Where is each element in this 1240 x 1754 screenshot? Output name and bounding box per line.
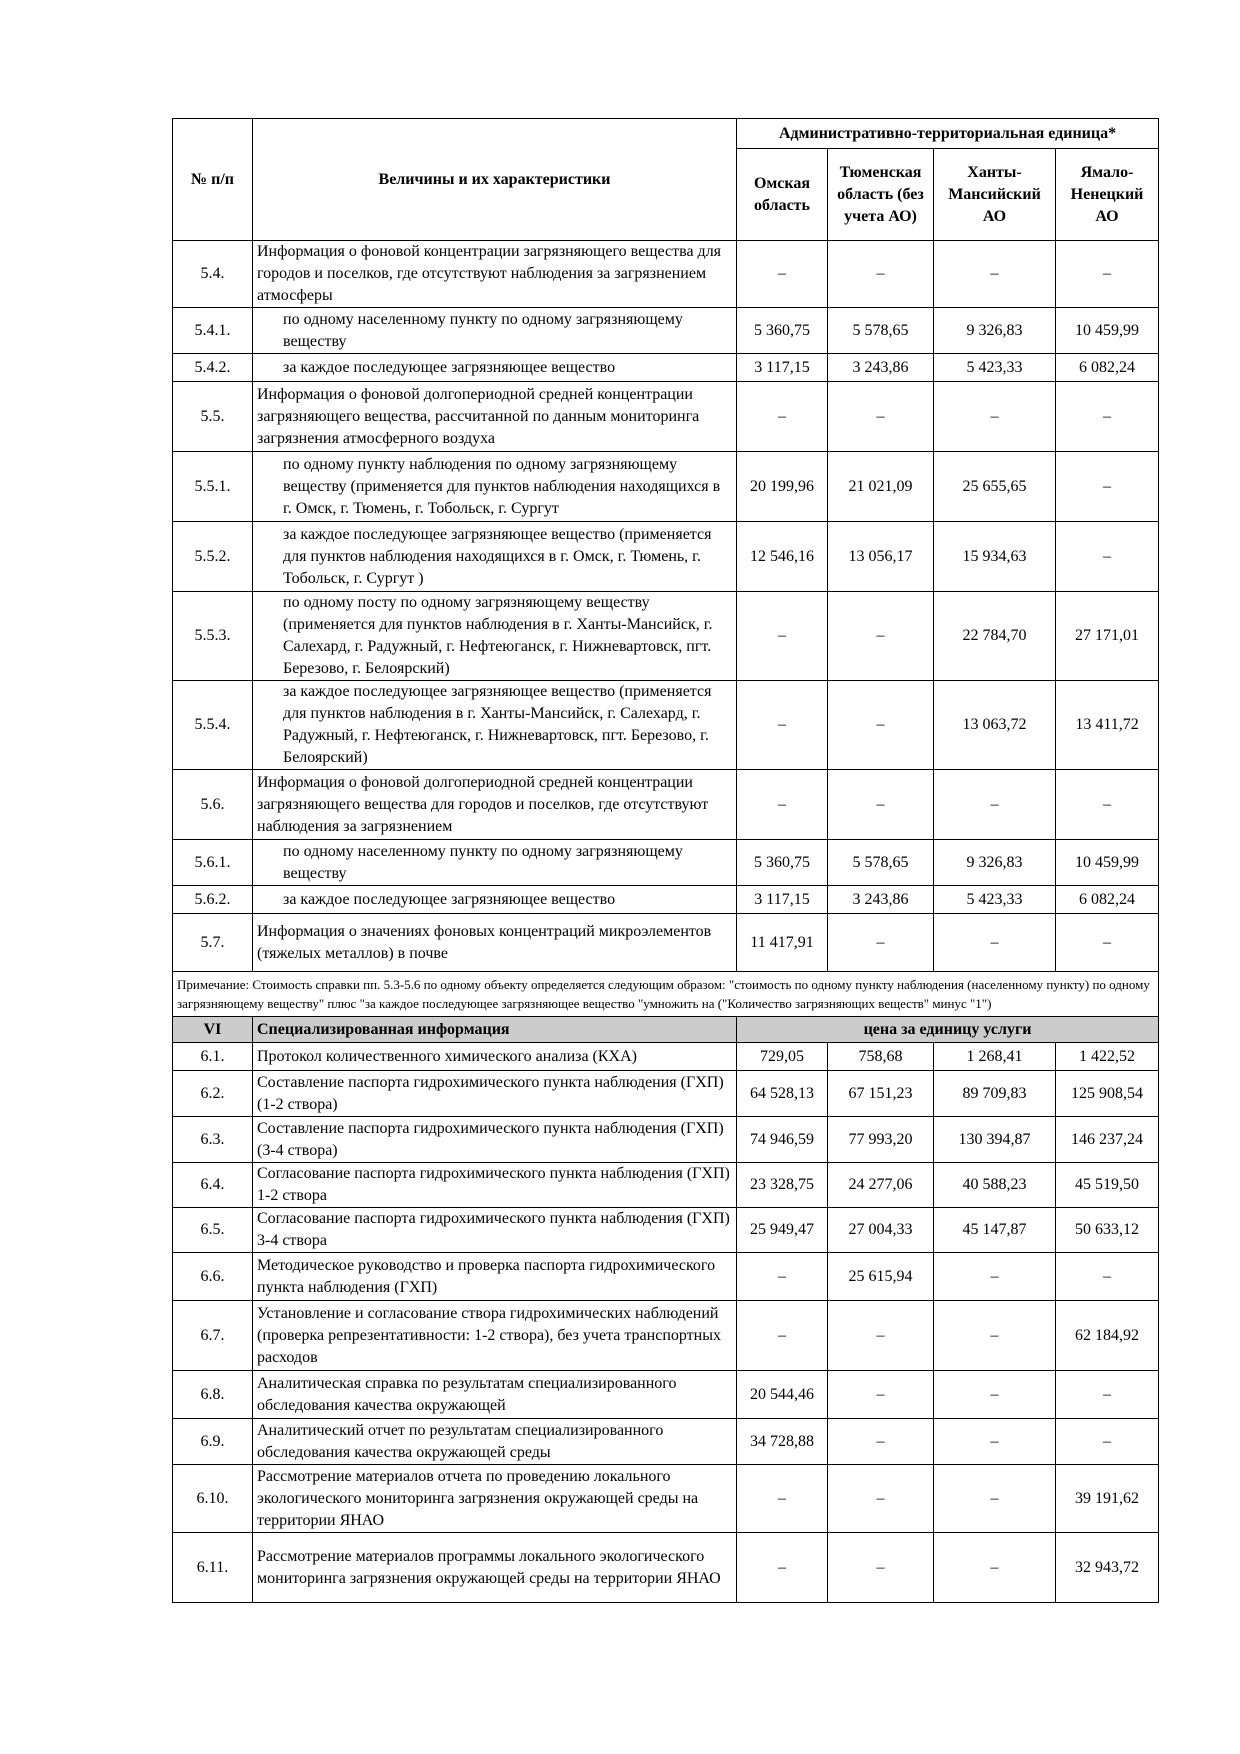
row-description: Установление и согласование створа гидрохимических наблюдений (проверка репрезентативности: 1-2 створа), без учета транспортных расходов bbox=[253, 1301, 737, 1371]
price-cell: 3 117,15 bbox=[737, 886, 828, 914]
price-cell: – bbox=[934, 1419, 1056, 1465]
price-cell: – bbox=[934, 241, 1056, 308]
section-title: Специализированная информация bbox=[253, 1017, 737, 1043]
price-cell: 729,05 bbox=[737, 1043, 828, 1071]
table-row bbox=[173, 452, 1159, 522]
section-v-rows bbox=[173, 241, 1159, 972]
row-number: 6.1. bbox=[173, 1043, 253, 1071]
row-number: 5.4. bbox=[173, 241, 253, 308]
price-cell: – bbox=[828, 1419, 934, 1465]
price-cell: – bbox=[737, 1465, 828, 1533]
row-number: 6.10. bbox=[173, 1465, 253, 1533]
price-cell: 11 417,91 bbox=[737, 914, 828, 972]
row-number: 6.6. bbox=[173, 1253, 253, 1301]
price-cell: 1 422,52 bbox=[1056, 1043, 1159, 1071]
price-cell: 1 268,41 bbox=[934, 1043, 1056, 1071]
table-row bbox=[173, 382, 1159, 452]
price-cell: – bbox=[1056, 1419, 1159, 1465]
price-cell: 6 082,24 bbox=[1056, 354, 1159, 382]
price-cell: 13 411,72 bbox=[1056, 681, 1159, 770]
price-cell: – bbox=[828, 592, 934, 681]
price-cell: 21 021,09 bbox=[828, 452, 934, 522]
price-cell: 23 328,75 bbox=[737, 1163, 828, 1208]
price-cell: 25 615,94 bbox=[828, 1253, 934, 1301]
price-cell: 13 056,17 bbox=[828, 522, 934, 592]
row-description: Информация о значениях фоновых концентраций микроэлементов (тяжелых металлов) в почве bbox=[253, 914, 737, 972]
price-cell: – bbox=[828, 1533, 934, 1603]
row-description: Аналитический отчет по результатам специализированного обследования качества окружающей среды bbox=[253, 1419, 737, 1465]
row-description: Методическое руководство и проверка паспорта гидрохимического пункта наблюдения (ГХП) bbox=[253, 1253, 737, 1301]
table-row bbox=[173, 1253, 1159, 1301]
table-row bbox=[173, 1533, 1159, 1603]
price-cell: – bbox=[1056, 522, 1159, 592]
header-region-khmao: Ханты-Мансийский АО bbox=[934, 149, 1056, 241]
price-cell: – bbox=[828, 914, 934, 972]
table-row bbox=[173, 840, 1159, 886]
price-cell: – bbox=[934, 914, 1056, 972]
row-number: 6.8. bbox=[173, 1371, 253, 1419]
row-number: 6.9. bbox=[173, 1419, 253, 1465]
table-row bbox=[173, 308, 1159, 354]
row-description: за каждое последующее загрязняющее вещество bbox=[253, 354, 737, 382]
row-number: 6.3. bbox=[173, 1117, 253, 1163]
price-cell: – bbox=[934, 1465, 1056, 1533]
section-vi-rows bbox=[173, 1043, 1159, 1603]
price-cell: 3 243,86 bbox=[828, 886, 934, 914]
table-row bbox=[173, 1419, 1159, 1465]
price-cell: 5 578,65 bbox=[828, 308, 934, 354]
price-cell: 45 147,87 bbox=[934, 1208, 1056, 1253]
row-number: 5.7. bbox=[173, 914, 253, 972]
table-row bbox=[173, 681, 1159, 770]
price-cell: – bbox=[934, 1253, 1056, 1301]
price-cell: 64 528,13 bbox=[737, 1071, 828, 1117]
price-cell: – bbox=[1056, 382, 1159, 452]
price-cell: 25 655,65 bbox=[934, 452, 1056, 522]
price-cell: – bbox=[737, 1533, 828, 1603]
header-number: № п/п bbox=[173, 119, 253, 241]
price-cell: – bbox=[1056, 1253, 1159, 1301]
price-cell: 20 199,96 bbox=[737, 452, 828, 522]
price-cell: 5 423,33 bbox=[934, 886, 1056, 914]
price-cell: 27 004,33 bbox=[828, 1208, 934, 1253]
row-number: 6.2. bbox=[173, 1071, 253, 1117]
price-cell: – bbox=[1056, 452, 1159, 522]
price-cell: 125 908,54 bbox=[1056, 1071, 1159, 1117]
price-cell: – bbox=[737, 681, 828, 770]
price-cell: – bbox=[1056, 241, 1159, 308]
price-cell: 62 184,92 bbox=[1056, 1301, 1159, 1371]
section-number: VI bbox=[173, 1017, 253, 1043]
table-row bbox=[173, 1071, 1159, 1117]
row-number: 5.5.3. bbox=[173, 592, 253, 681]
price-cell: 34 728,88 bbox=[737, 1419, 828, 1465]
price-cell: – bbox=[1056, 1371, 1159, 1419]
table-row bbox=[173, 1043, 1159, 1071]
price-cell: 3 117,15 bbox=[737, 354, 828, 382]
price-cell: – bbox=[828, 241, 934, 308]
row-description: по одному населенному пункту по одному загрязняющему веществу bbox=[253, 308, 737, 354]
price-cell: 24 277,06 bbox=[828, 1163, 934, 1208]
price-cell: 27 171,01 bbox=[1056, 592, 1159, 681]
price-cell: 130 394,87 bbox=[934, 1117, 1056, 1163]
row-description: Составление паспорта гидрохимического пункта наблюдения (ГХП) (3-4 створа) bbox=[253, 1117, 737, 1163]
row-description: Составление паспорта гидрохимического пункта наблюдения (ГХП) (1-2 створа) bbox=[253, 1071, 737, 1117]
price-cell: – bbox=[737, 241, 828, 308]
table-row bbox=[173, 1371, 1159, 1419]
row-number: 5.4.1. bbox=[173, 308, 253, 354]
header-admin-unit: Административно-территориальная единица* bbox=[737, 119, 1159, 149]
price-cell: 74 946,59 bbox=[737, 1117, 828, 1163]
row-description: по одному населенному пункту по одному загрязняющему веществу bbox=[253, 840, 737, 886]
price-table bbox=[172, 118, 1159, 1603]
row-number: 5.5.4. bbox=[173, 681, 253, 770]
row-description: Согласование паспорта гидрохимического пункта наблюдения (ГХП) 3-4 створа bbox=[253, 1208, 737, 1253]
row-description: по одному посту по одному загрязняющему веществу (применяется для пунктов наблюдения в г. Ханты-Мансийск, г. Салехард, г. Радужный, г. Нефтеюганск, г. Нижневартовск, пгт. Березово, г. Белоярский) bbox=[253, 592, 737, 681]
table-row bbox=[173, 1301, 1159, 1371]
row-description: Аналитическая справка по результатам специализированного обследования качества окружающей bbox=[253, 1371, 737, 1419]
header-region-tyumen: Тюменская область (без учета АО) bbox=[828, 149, 934, 241]
price-cell: – bbox=[737, 1253, 828, 1301]
table-row bbox=[173, 1163, 1159, 1208]
note-text: Примечание: Стоимость справки пп. 5.3-5.6 по одному объекту определяется следующим образом: "стоимость по одному пункту наблюдения (населенному пункту) по одному загрязняющему веществу" плюс "за каждое последующее загрязняющее вещество "умножить на ("Количество загрязняющих веществ" минус "1") bbox=[173, 972, 1159, 1017]
section-price-label: цена за единицу услуги bbox=[737, 1017, 1159, 1043]
price-cell: 5 423,33 bbox=[934, 354, 1056, 382]
row-description: Рассмотрение материалов отчета по проведению локального экологического мониторинга загрязнения окружающей среды на территории ЯНАО bbox=[253, 1465, 737, 1533]
row-description: Информация о фоновой долгопериодной средней концентрации загрязняющего вещества для городов и поселков, где отсутствуют наблюдения за загрязнением bbox=[253, 770, 737, 840]
table-row bbox=[173, 1465, 1159, 1533]
price-cell: – bbox=[828, 1301, 934, 1371]
price-cell: – bbox=[934, 1301, 1056, 1371]
price-cell: – bbox=[828, 1465, 934, 1533]
price-cell: – bbox=[934, 1371, 1056, 1419]
header-region-yanao: Ямало-Ненецкий АО bbox=[1056, 149, 1159, 241]
row-description: Протокол количественного химического анализа (КХА) bbox=[253, 1043, 737, 1071]
row-description: Рассмотрение материалов программы локального экологического мониторинга загрязнения окружающей среды на территории ЯНАО bbox=[253, 1533, 737, 1603]
price-cell: 12 546,16 bbox=[737, 522, 828, 592]
table-row bbox=[173, 522, 1159, 592]
row-number: 6.5. bbox=[173, 1208, 253, 1253]
price-cell: – bbox=[828, 382, 934, 452]
row-description: Согласование паспорта гидрохимического пункта наблюдения (ГХП) 1-2 створа bbox=[253, 1163, 737, 1208]
header-description: Величины и их характеристики bbox=[253, 119, 737, 241]
row-number: 5.6. bbox=[173, 770, 253, 840]
price-cell: 20 544,46 bbox=[737, 1371, 828, 1419]
price-cell: – bbox=[828, 681, 934, 770]
price-cell: – bbox=[737, 592, 828, 681]
table-row bbox=[173, 914, 1159, 972]
section-header-row bbox=[173, 1017, 1159, 1043]
row-number: 5.4.2. bbox=[173, 354, 253, 382]
tariff-document bbox=[172, 118, 1158, 1603]
price-cell: – bbox=[737, 770, 828, 840]
price-cell: 50 633,12 bbox=[1056, 1208, 1159, 1253]
row-description: Информация о фоновой концентрации загрязняющего вещества для городов и поселков, где отсутствуют наблюдения за загрязнением атмосферы bbox=[253, 241, 737, 308]
price-cell: 9 326,83 bbox=[934, 308, 1056, 354]
price-cell: 9 326,83 bbox=[934, 840, 1056, 886]
price-cell: 67 151,23 bbox=[828, 1071, 934, 1117]
row-description: за каждое последующее загрязняющее вещество (применяется для пунктов наблюдения находящихся в г. Омск, г. Тюмень, г. Тобольск, г. Сургут ) bbox=[253, 522, 737, 592]
row-description: Информация о фоновой долгопериодной средней концентрации загрязняющего вещества, рассчитанной по данным мониторинга загрязнения атмосферного воздуха bbox=[253, 382, 737, 452]
row-number: 5.5.2. bbox=[173, 522, 253, 592]
price-cell: 6 082,24 bbox=[1056, 886, 1159, 914]
table-row bbox=[173, 592, 1159, 681]
price-cell: – bbox=[828, 770, 934, 840]
table-row bbox=[173, 354, 1159, 382]
table-row bbox=[173, 1117, 1159, 1163]
row-description: по одному пункту наблюдения по одному загрязняющему веществу (применяется для пунктов наблюдения находящихся в г. Омск, г. Тюмень, г. Тобольск, г. Сургут bbox=[253, 452, 737, 522]
price-cell: 10 459,99 bbox=[1056, 840, 1159, 886]
price-cell: 45 519,50 bbox=[1056, 1163, 1159, 1208]
row-description: за каждое последующее загрязняющее вещество bbox=[253, 886, 737, 914]
row-number: 5.5. bbox=[173, 382, 253, 452]
price-cell: – bbox=[934, 1533, 1056, 1603]
price-cell: – bbox=[828, 1371, 934, 1419]
price-cell: – bbox=[1056, 914, 1159, 972]
price-cell: 39 191,62 bbox=[1056, 1465, 1159, 1533]
table-row bbox=[173, 770, 1159, 840]
row-number: 5.5.1. bbox=[173, 452, 253, 522]
price-cell: 10 459,99 bbox=[1056, 308, 1159, 354]
note-row bbox=[173, 972, 1159, 1017]
price-cell: 5 360,75 bbox=[737, 308, 828, 354]
price-cell: – bbox=[737, 1301, 828, 1371]
row-number: 6.11. bbox=[173, 1533, 253, 1603]
price-cell: – bbox=[737, 382, 828, 452]
price-cell: 5 578,65 bbox=[828, 840, 934, 886]
price-cell: 40 588,23 bbox=[934, 1163, 1056, 1208]
price-cell: 77 993,20 bbox=[828, 1117, 934, 1163]
price-cell: 89 709,83 bbox=[934, 1071, 1056, 1117]
price-cell: 5 360,75 bbox=[737, 840, 828, 886]
price-cell: 22 784,70 bbox=[934, 592, 1056, 681]
price-cell: 146 237,24 bbox=[1056, 1117, 1159, 1163]
price-cell: 15 934,63 bbox=[934, 522, 1056, 592]
price-cell: – bbox=[1056, 770, 1159, 840]
price-cell: – bbox=[934, 382, 1056, 452]
price-cell: 25 949,47 bbox=[737, 1208, 828, 1253]
row-number: 6.4. bbox=[173, 1163, 253, 1208]
row-description: за каждое последующее загрязняющее вещество (применяется для пунктов наблюдения в г. Ханты-Мансийск, г. Салехард, г. Радужный, г. Нефтеюганск, г. Нижневартовск, пгт. Березово, г. Белоярский) bbox=[253, 681, 737, 770]
header-region-omsk: Омская область bbox=[737, 149, 828, 241]
price-cell: – bbox=[934, 770, 1056, 840]
table-row bbox=[173, 886, 1159, 914]
price-cell: 13 063,72 bbox=[934, 681, 1056, 770]
table-row bbox=[173, 241, 1159, 308]
price-cell: 32 943,72 bbox=[1056, 1533, 1159, 1603]
row-number: 6.7. bbox=[173, 1301, 253, 1371]
table-row bbox=[173, 1208, 1159, 1253]
row-number: 5.6.1. bbox=[173, 840, 253, 886]
row-number: 5.6.2. bbox=[173, 886, 253, 914]
price-cell: 758,68 bbox=[828, 1043, 934, 1071]
price-cell: 3 243,86 bbox=[828, 354, 934, 382]
